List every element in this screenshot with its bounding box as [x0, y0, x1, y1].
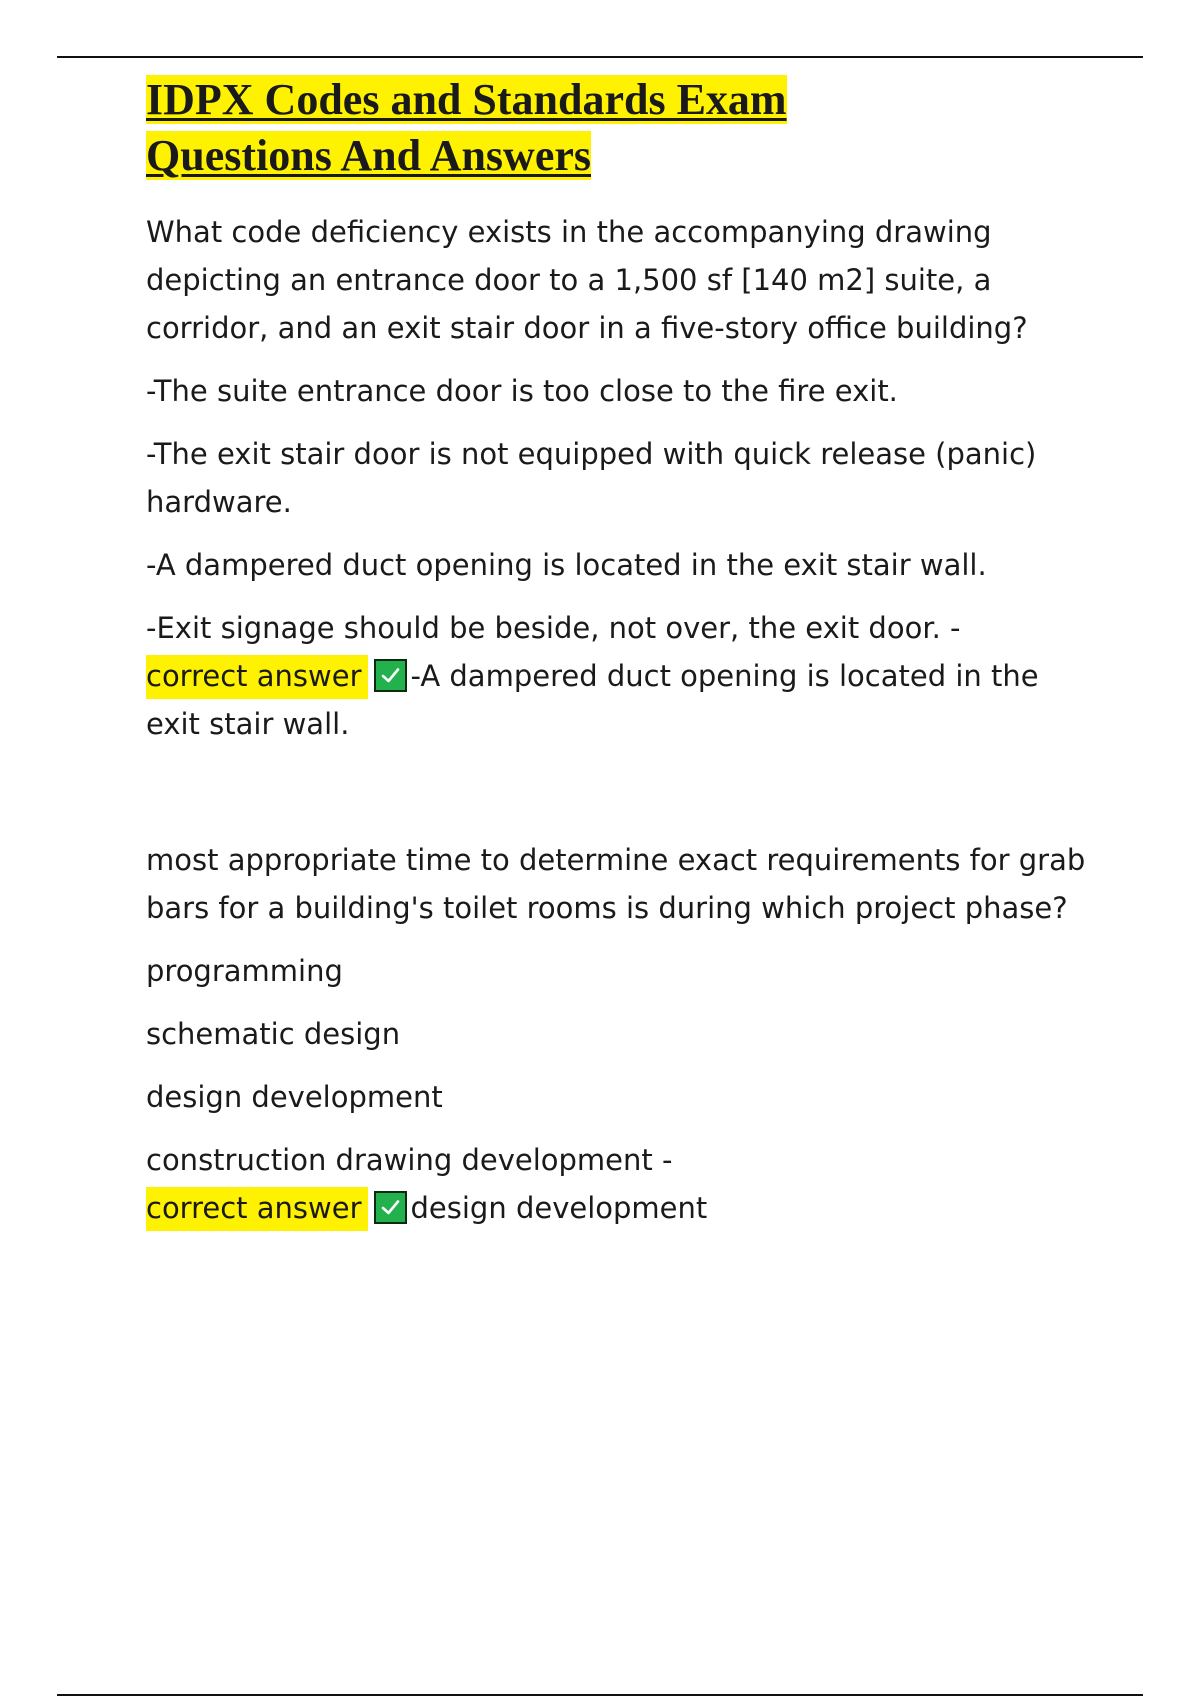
document-title	[146, 72, 1096, 184]
answer-option: -Exit signage should be beside, not over, the exit door. -	[146, 611, 961, 645]
top-rule	[57, 56, 1143, 58]
answer-option: design development	[146, 1080, 443, 1114]
title-line-2: Questions And Answers	[146, 131, 592, 180]
correct-answer-text: -A dampered duct opening is located in the exit stair wall.	[146, 659, 1039, 741]
bottom-rule	[57, 1694, 1143, 1696]
document-page	[146, 72, 1096, 1232]
answer-option: -The exit stair door is not equipped with quick release (panic) hardware.	[146, 437, 1037, 519]
question-spacer	[146, 748, 1096, 836]
correct-answer-text: design development	[410, 1191, 708, 1225]
title-line-1: IDPX Codes and Standards Exam	[146, 75, 787, 124]
answer-option: -A dampered duct opening is located in the exit stair wall.	[146, 548, 987, 582]
answer-option: construction drawing development -	[146, 1143, 673, 1177]
question-prompt: What code deficiency exists in the accompanying drawing depicting an entrance door to a 1,500 sf [140 m2] suite, a corridor, and an exit stair door in a five-story office building?	[146, 215, 1028, 345]
answer-option-with-answer	[146, 1136, 1096, 1232]
question-block-1	[146, 208, 1096, 748]
checkmark-icon	[374, 1191, 407, 1224]
checkmark-icon	[374, 659, 407, 692]
answer-option: -The suite entrance door is too close to the fire exit.	[146, 374, 898, 408]
correct-answer-badge: correct answer	[146, 1187, 368, 1231]
answer-option-with-answer	[146, 604, 1096, 748]
question-prompt: most appropriate time to determine exact requirements for grab bars for a building's toilet rooms is during which project phase?	[146, 843, 1086, 925]
question-block-2	[146, 836, 1096, 1232]
answer-option: programming	[146, 954, 343, 988]
correct-answer-badge: correct answer	[146, 655, 368, 699]
answer-option: schematic design	[146, 1017, 401, 1051]
